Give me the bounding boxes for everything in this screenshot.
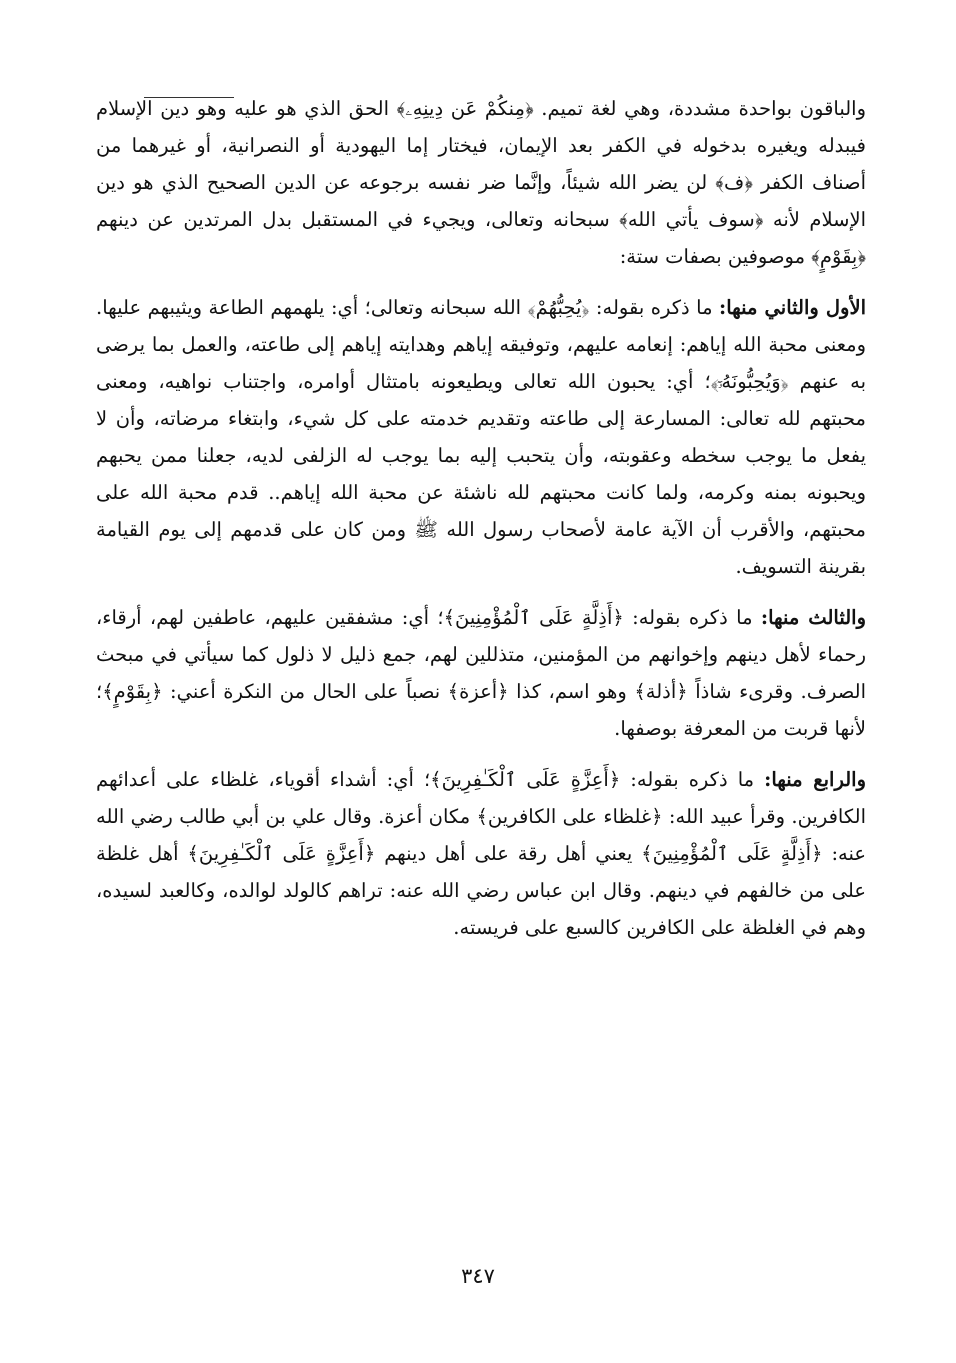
- paragraph-text: ما ذكره بقوله: ﴿يُحِبُّهُمْ﴾ الله سبحانه وتعالى؛ أي: يلهمهم الطاعة ويثيبهم عليها. ومعنى محبة الله إياهم: إنعامه عليهم، وتوفيقه إياهم وهدايته إياهم إلى طاعته، والعمل بما يرضى به عنهم ﴿وَيُحِبُّونَهُۥٓ﴾؛ أي: يحبون الله تعالى ويطيعونه بامتثال أوامره، واجتناب نواهيه، ومعنى محبتهم لله تعالى: المسارعة إلى طاعته وتقديم خدمته على كل شيء، وابتغاء مرضاته، وأن لا يفعل ما يوجب سخطه وعقوبته، وأن يتحبب إليه بما يوجب له الزلفى لديه، جعلنا ممن يحبهم ويحبونه بمنه وكرمه، ولما كانت محبتهم لله ناشئة عن محبة الله إياهم.. قدم محبة الله على محبتهم، والأقرب أن الآية عامة لأصحاب رسول الله ﷺ ومن كان على قدمهم إلى يوم القيامة بقرينة التسويف.: [96, 296, 866, 578]
- paragraph-4: [96, 761, 866, 946]
- paragraph-text: والباقون بواحدة مشددة، وهي لغة تميم. ﴿مِنكُمْ عَن دِينِهِۦ﴾ الحق الذي هو عليه وهو دين الإسلام فيبدله ويغيره بدخوله في الكفر بعد الإيمان، فيختار إما اليهودية أو النصرانية، أو غيرهما من أصناف الكفر ﴿ف﴾ لن يضر الله شيئاً، وإنَّما ضر نفسه برجوعه عن الدين الصحيح الذي هو دين الإسلام لأنه ﴿سوف يأتي الله﴾ سبحانه وتعالى، ويجيء في المستقبل بدل المرتدين عن دينهم ﴿بِقَوْمٍ﴾ موصوفين بصفات ستة:: [96, 97, 866, 268]
- paragraph-lead: والرابع منها:: [764, 768, 866, 791]
- document-body: [96, 90, 866, 960]
- paragraph-1: [96, 90, 866, 275]
- paragraph-lead: الأول والثاني منها:: [719, 296, 866, 319]
- paragraph-2: [96, 289, 866, 585]
- paragraph-text: ما ذكره بقوله: ﴿أَذِلَّةٍ عَلَى ٱلْمُؤْمِنِينَ﴾؛ أي: مشفقين عليهم، عاطفين لهم، أرقاء، رحماء لأهل دينهم وإخوانهم من المؤمنين، متذللين لهم، جمع ذليل لا ذلول كما سيأتي في مبحث الصرف. وقرىء شاذاً ﴿أذلة﴾ وهو اسم، كذا ﴿أعزة﴾ نصباً على الحال من النكرة أعني: ﴿بِقَوْمٍ﴾؛ لأنها قربت من المعرفة بوصفها.: [96, 606, 866, 740]
- paragraph-text: ما ذكره بقوله: ﴿أَعِزَّةٍ عَلَى ٱلْكَـٰفِرِينَ﴾؛ أي: أشداء أقوياء، غلظاء على أعدائهم الكافرين. وقرأ عبيد الله: ﴿غلظاء على الكافرين﴾ مكان أعزة. وقال علي بن أبي طالب رضي الله عنه: ﴿أَذِلَّةٍ عَلَى ٱلْمُؤْمِنِينَ﴾ يعني أهل رقة على أهل دينهم ﴿أَعِزَّةٍ عَلَى ٱلْكَـٰفِرِينَ﴾ أهل غلظة على من خالفهم في دينهم. وقال ابن عباس رضي الله عنه: تراهم كالولد لوالده، وكالعبد لسيده، وهم في الغلظة على الكافرين كالسبع على فريسته.: [96, 768, 866, 939]
- paragraph-lead: والثالث منها:: [760, 606, 866, 629]
- paragraph-3: [96, 599, 866, 747]
- page-number: ٣٤٧: [461, 1264, 495, 1288]
